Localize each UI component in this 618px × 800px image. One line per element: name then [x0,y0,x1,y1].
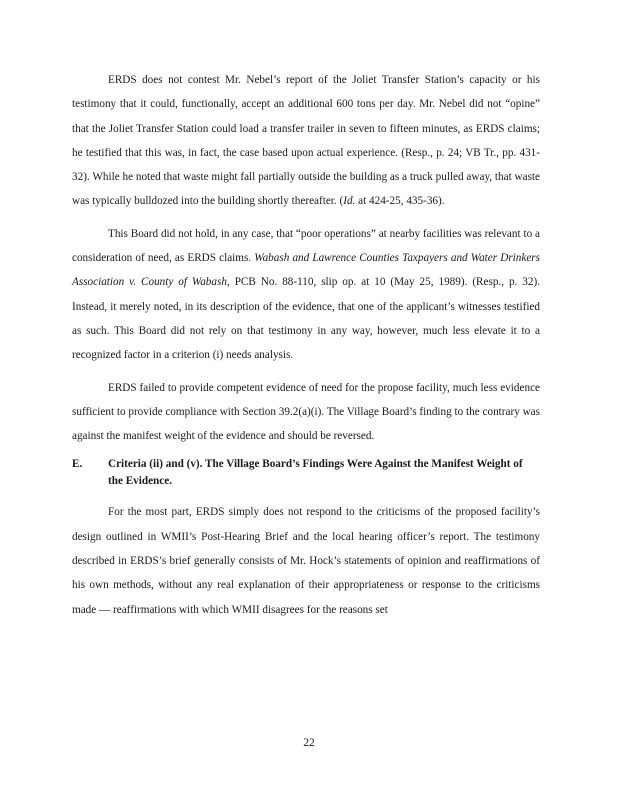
body-text [72,68,540,630]
section-letter: E. [72,458,83,471]
section-heading [72,456,540,490]
page-number: 22 [303,737,315,749]
paragraph-2: This Board did not hold, in any case, that “poor operations” at nearby facilities was relevant to a consideration of need, as ERDS claims. Wabash and Lawrence Counties Taxpayers and Water Drinkers Association v. County of Wabash, PCB No. 88-110, slip op. at 10 (May 25, 1989). (Resp., p. 32). Instead, it merely noted, in its description of the evidence, that one of the applicant’s witnesses testified as such. This Board did not rely on that testimony in any way, however, much less elevate it to a recognized factor in a criterion (i) needs analysis. [72,227,541,362]
paragraph-4: For the most part, ERDS simply does not respond to the criticisms of the proposed facility’s design outlined in WMII’s Post-Hearing Brief and the local hearing officer’s report. The testimony described in ERDS’s brief generally consists of Mr. Hock’s statements of opinion and reaffirmations of his own methods, without any real explanation of their appropriateness or response to the criticisms made — reaffirmations with which WMII disagrees for the reasons set [72,506,540,616]
section-title: Criteria (ii) and (v). The Village Board’s Findings Were Against the Manifest Weight of the Evidence. [108,458,523,488]
paragraph-1: ERDS does not contest Mr. Nebel’s report of the Joliet Transfer Station’s capacity or his testimony that it could, functionally, accept an additional 600 tons per day. Mr. Nebel did not “opine” that the Joliet Transfer Station could load a transfer trailer in seven to fifteen minutes, as ERDS claims; he testified that this was, in fact, the case based upon actual experience. (Resp., p. 24; VB Tr., pp. 431-32). While he noted that waste might fall partially outside the building as a truck pulled away, that waste was typically bulldozed into the building shortly thereafter. (Id. at 424-25, 435-36). [72,74,540,208]
citation-id: Id. [343,195,356,208]
paragraph-3: ERDS failed to provide competent evidence of need for the propose facility, much less evidence sufficient to provide compliance with Section 39.2(a)(i). The Village Board’s finding to the contrary was against the manifest weight of the evidence and should be reversed. [72,381,540,443]
case-citation: Wabash and Lawrence Counties Taxpayers and Water Drinkers Association v. County of Wabash [72,252,541,289]
